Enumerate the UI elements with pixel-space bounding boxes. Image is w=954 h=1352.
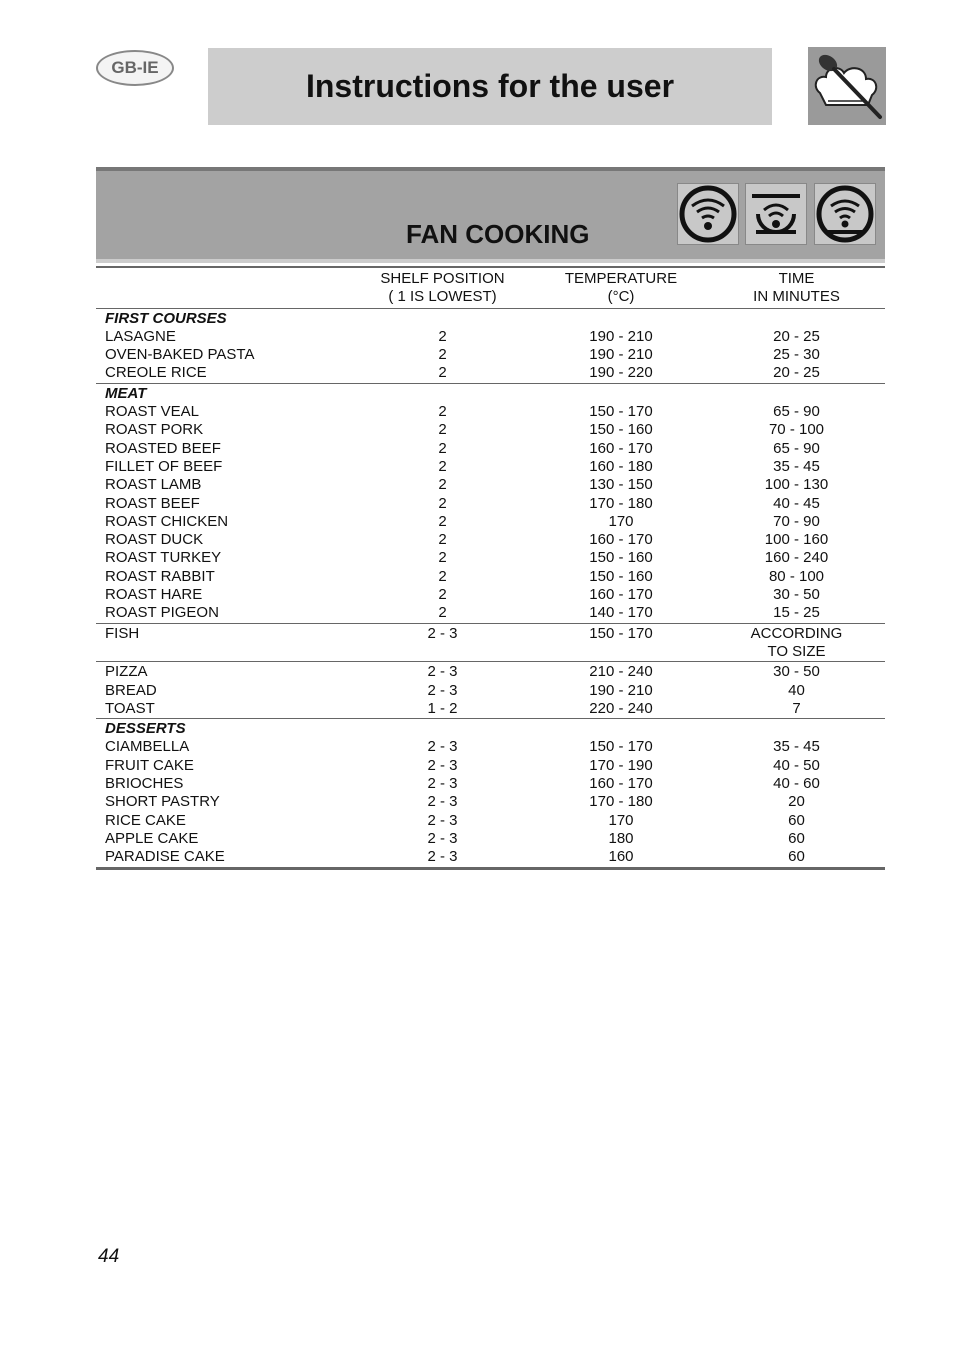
shelf-position: 2 [438, 346, 447, 364]
food-name: ROAST HARE [105, 586, 203, 604]
cooking-time: 20 [788, 793, 805, 811]
shelf-position: 2 [438, 439, 447, 457]
cooking-time: 40 [788, 681, 805, 699]
section-banner [96, 167, 885, 263]
table-row [96, 757, 885, 775]
shelf-position: 2 - 3 [427, 624, 458, 642]
table-row [96, 848, 885, 866]
temperature: 190 - 220 [589, 364, 653, 382]
fan-bottom-icon [814, 183, 876, 245]
column-header-food [96, 270, 351, 288]
temperature: 170 - 190 [589, 756, 653, 774]
food-name: CIAMBELLA [105, 738, 190, 756]
column-header-time: TIME [778, 270, 815, 287]
column-header-shelf: SHELF POSITION [380, 270, 505, 287]
food-name: ROAST TURKEY [105, 549, 222, 567]
shelf-position: 2 - 3 [427, 848, 458, 866]
temperature: 160 - 170 [589, 775, 653, 793]
table-row [96, 495, 885, 513]
food-name: LASAGNE [105, 327, 176, 345]
temperature: 170 [608, 512, 634, 530]
section-title: FAN COOKING [406, 219, 590, 249]
food-name: ROAST VEAL [105, 403, 199, 421]
temperature [534, 643, 708, 661]
food-name: OVEN-BAKED PASTA [105, 346, 255, 364]
cooking-time: 20 - 25 [773, 364, 820, 382]
temperature: 190 - 210 [589, 327, 653, 345]
table-row [96, 513, 885, 531]
cooking-time: 60 [788, 811, 805, 829]
fan-grill-icon [745, 183, 807, 245]
food-name: CREOLE RICE [105, 364, 207, 382]
table-row [96, 663, 885, 681]
table-row [96, 531, 885, 549]
food-name: ROAST PIGEON [105, 604, 219, 622]
header-title-box [208, 48, 772, 125]
shelf-position: 2 - 3 [427, 775, 458, 793]
cooking-time: ACCORDING [750, 624, 843, 642]
temperature: 220 - 240 [589, 699, 653, 717]
shelf-position: 2 [438, 549, 447, 567]
food-name: RICE CAKE [105, 811, 186, 829]
cooking-time: 60 [788, 829, 805, 847]
temperature: 160 - 180 [589, 457, 653, 475]
food-name: ROAST BEEF [105, 494, 200, 512]
shelf-position: 1 - 2 [427, 699, 458, 717]
temperature: 190 - 210 [589, 681, 653, 699]
shelf-position: 2 [438, 586, 447, 604]
food-name: PIZZA [105, 663, 148, 681]
food-name: APPLE CAKE [105, 829, 199, 847]
cooking-time: 100 - 160 [764, 531, 829, 549]
table-row [96, 643, 885, 661]
cooking-time: 40 - 45 [773, 494, 820, 512]
table-row [96, 793, 885, 811]
shelf-position: 2 - 3 [427, 663, 458, 681]
temperature: 160 - 170 [589, 439, 653, 457]
chef-hat-spoon-icon [808, 47, 886, 125]
table-row [96, 476, 885, 494]
shelf-position: 2 [438, 364, 447, 382]
cooking-time: 70 - 90 [773, 512, 820, 530]
shelf-position: 2 [438, 494, 447, 512]
cooking-time: TO SIZE [767, 642, 826, 660]
cooking-time: 80 - 100 [768, 567, 825, 585]
shelf-position: 2 [438, 512, 447, 530]
column-header-food-sub [96, 288, 351, 306]
table-row [96, 700, 885, 718]
table-row [96, 458, 885, 476]
table-row [96, 738, 885, 756]
temperature: 190 - 210 [589, 346, 653, 364]
food-name: ROAST LAMB [105, 476, 202, 494]
temperature: 170 [608, 811, 634, 829]
table-row [96, 568, 885, 586]
temperature: 160 - 170 [589, 586, 653, 604]
temperature: 160 [608, 848, 634, 866]
temperature: 180 [608, 829, 634, 847]
table-group [96, 662, 885, 719]
cooking-time: 35 - 45 [773, 738, 820, 756]
category-label: MEAT [105, 384, 147, 402]
table-row [96, 625, 885, 643]
temperature: 150 - 160 [589, 549, 653, 567]
table-group [96, 719, 885, 869]
table-row [96, 346, 885, 364]
shelf-position: 2 [438, 403, 447, 421]
column-header-shelf-sub: ( 1 IS LOWEST) [388, 288, 497, 306]
cooking-time: 40 - 50 [773, 756, 820, 774]
food-name: ROAST PORK [105, 421, 204, 439]
page-title: Instructions for the user [305, 68, 675, 104]
temperature: 170 - 180 [589, 494, 653, 512]
table-row [96, 421, 885, 439]
cooking-time: 15 - 25 [773, 604, 820, 622]
page-number: 44 [98, 1246, 120, 1267]
food-name: ROAST RABBIT [105, 567, 215, 585]
food-name: ROAST CHICKEN [105, 512, 229, 530]
language-badge: GB-IE [96, 50, 174, 86]
food-name [96, 643, 351, 661]
category-row [96, 310, 885, 328]
food-name: TOAST [105, 699, 155, 717]
shelf-position: 2 - 3 [427, 756, 458, 774]
food-name: FILLET OF BEEF [105, 457, 223, 475]
temperature: 150 - 160 [589, 421, 653, 439]
cooking-time: 30 - 50 [773, 663, 820, 681]
table-group [96, 624, 885, 663]
column-header-temperature: TEMPERATURE [564, 270, 678, 287]
cooking-time: 30 - 50 [773, 586, 820, 604]
cooking-time: 7 [792, 699, 801, 717]
shelf-position: 2 [438, 531, 447, 549]
table-row [96, 403, 885, 421]
temperature: 140 - 170 [589, 604, 653, 622]
shelf-position: 2 [438, 327, 447, 345]
cooking-time: 25 - 30 [773, 346, 820, 364]
table-row [96, 812, 885, 830]
category-row [96, 385, 885, 403]
shelf-position [351, 643, 534, 661]
food-name: FISH [105, 624, 140, 642]
column-header-time-sub: IN MINUTES [753, 288, 840, 306]
food-name: ROAST DUCK [105, 531, 204, 549]
cooking-time: 20 - 25 [773, 327, 820, 345]
temperature: 150 - 170 [589, 403, 653, 421]
temperature: 150 - 160 [589, 567, 653, 585]
fan-heating-icon [677, 183, 739, 245]
shelf-position: 2 [438, 457, 447, 475]
category-label: FIRST COURSES [105, 309, 227, 327]
temperature: 150 - 170 [589, 738, 653, 756]
food-name: FRUIT CAKE [105, 756, 194, 774]
table-row [96, 830, 885, 848]
food-name: BRIOCHES [105, 775, 184, 793]
table-group [96, 384, 885, 624]
shelf-position: 2 - 3 [427, 793, 458, 811]
table-row [96, 604, 885, 622]
shelf-position: 2 - 3 [427, 738, 458, 756]
food-name: SHORT PASTRY [105, 793, 220, 811]
food-name: BREAD [105, 681, 157, 699]
column-header-temperature-sub: (°C) [607, 288, 635, 306]
cooking-time: 60 [788, 848, 805, 866]
cooking-time: 65 - 90 [773, 403, 820, 421]
shelf-position: 2 [438, 421, 447, 439]
shelf-position: 2 [438, 604, 447, 622]
shelf-position: 2 - 3 [427, 681, 458, 699]
category-row [96, 720, 885, 738]
temperature: 130 - 150 [589, 476, 653, 494]
cooking-time: 70 - 100 [768, 421, 825, 439]
table-group [96, 309, 885, 384]
cooking-time: 40 - 60 [773, 775, 820, 793]
category-label: DESSERTS [105, 720, 186, 738]
temperature: 150 - 170 [589, 624, 653, 642]
cooking-time: 65 - 90 [773, 439, 820, 457]
table-row [96, 364, 885, 382]
cooking-table [96, 266, 885, 870]
table-row [96, 328, 885, 346]
shelf-position: 2 - 3 [427, 811, 458, 829]
shelf-position: 2 [438, 476, 447, 494]
table-row [96, 775, 885, 793]
table-row [96, 440, 885, 458]
food-name: PARADISE CAKE [105, 848, 225, 866]
cooking-time: 160 - 240 [764, 549, 829, 567]
temperature: 210 - 240 [589, 663, 653, 681]
table-header [96, 266, 885, 309]
cooking-time: 100 - 130 [764, 476, 829, 494]
temperature: 170 - 180 [589, 793, 653, 811]
table-row [96, 586, 885, 604]
table-row [96, 682, 885, 700]
temperature: 160 - 170 [589, 531, 653, 549]
shelf-position: 2 - 3 [427, 829, 458, 847]
table-row [96, 549, 885, 567]
shelf-position: 2 [438, 567, 447, 585]
cooking-time: 35 - 45 [773, 457, 820, 475]
food-name: ROASTED BEEF [105, 439, 221, 457]
